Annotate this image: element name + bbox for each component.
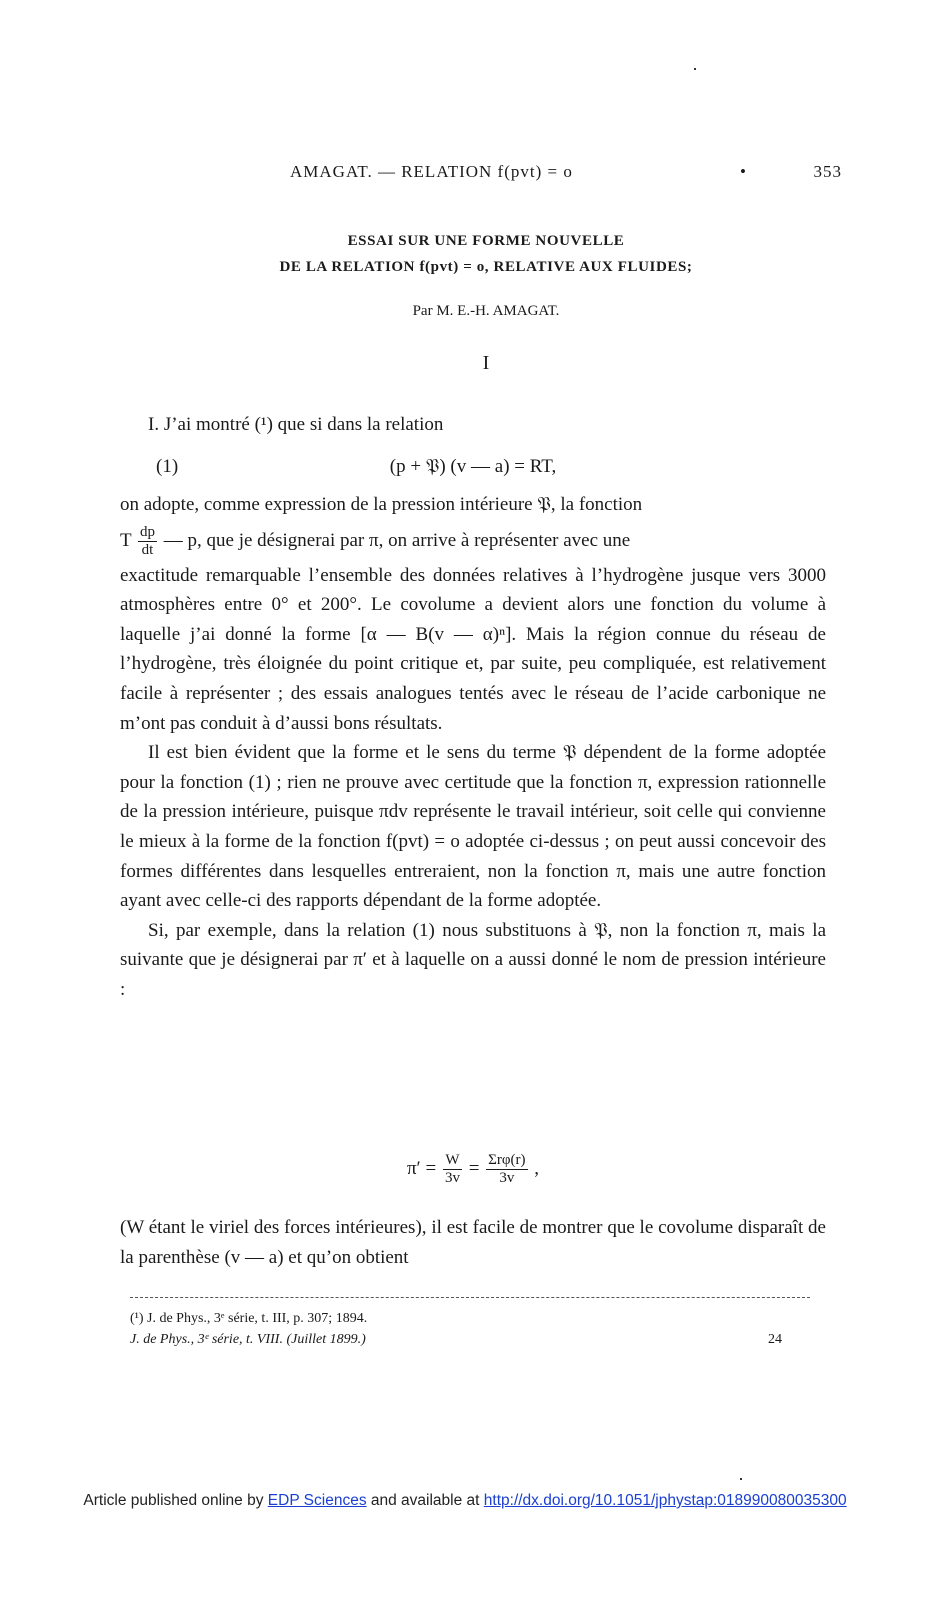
journal-citation [130,1332,782,1348]
paragraph-1-body [120,490,826,1005]
article-title-line-2: DE LA RELATION f(pvt) = o, RELATIVE AUX FLUIDES; [279,259,693,275]
paragraph-4-text: (W étant le viriel des forces intérieures), il est facile de montrer que le covolume disparaît de la parenthèse (v — a) et qu’on obtient [120,1217,826,1268]
equation-2-fraction-2 [486,1152,527,1187]
equation-1-expression: (p + 𝔓) (v — a) = RT, [389,456,557,477]
equation-2-lhs: π′ = [406,1157,437,1179]
sheet-number: 24 [768,1332,782,1347]
equation-2-end: , [534,1157,540,1179]
equation-2-fraction-1 [443,1152,462,1187]
paragraph-1-line-a: on adopte, comme expression de la pression intérieure 𝔓, la fonction [120,494,643,515]
footnote-divider [130,1297,810,1298]
paragraph-2: Il est bien évident que la forme et le sens du terme 𝔓 dépendent de la forme adoptée pour la fonction (1) ; rien ne prouve avec certitude que la fonction π, expression rationnelle de la pression intérieure, puisque πdv représente le travail intérieur, soit celle qui convienne le mieux à la forme de la fonction f(pvt) = o adoptée ci-dessus ; on peut aussi concevoir des formes différentes dans lesquelles entreraient, non la fonction π, mais une autre fonction ayant avec celle-ci des rapports dépendant de la forme adoptée. [120,742,826,912]
footnote: (¹) J. de Phys., 3ᵉ série, t. III, p. 307; 1894. [130,1311,368,1326]
publisher-link[interactable]: EDP Sciences [267,1492,367,1509]
scan-speck [740,1478,742,1480]
publication-footer [0,1492,930,1510]
article-author: Par M. E.-H. AMAGAT. [412,303,560,319]
equation-2 [120,1152,826,1206]
temperature-symbol: T [120,529,132,551]
journal-citation-text: J. de Phys., 3ᵉ série, t. VIII. (Juillet 1899.) [130,1332,366,1347]
fraction-2-numerator: Σrφ(r) [488,1152,526,1168]
equation-2-equals: = [468,1157,480,1179]
paragraph-1-intro [120,410,826,440]
paragraph-1-line-b [120,524,826,559]
paragraph-3: Si, par exemple, dans la relation (1) nous substituons à 𝔓, non la fonction π, mais la suivante que je désignerai par π′ et à laquelle on a aussi donné le nom de pression intérieure : [120,919,826,1000]
equation-1 [120,456,826,486]
fraction-2-denominator: 3v [499,1170,515,1186]
paragraph-4 [120,1213,826,1272]
doi-link[interactable]: http://dx.doi.org/10.1051/jphystap:018990080035300 [483,1492,847,1509]
footer-middle: and available at [366,1492,484,1509]
running-header [130,162,842,188]
section-number: I [482,352,490,374]
footer-prefix: Article published online by [83,1492,268,1509]
running-title: AMAGAT. — RELATION f(pvt) = o [290,162,573,181]
derivative-denominator: dt [141,541,154,558]
equation-1-number: (1) [156,456,179,477]
article-title-line-1: ESSAI SUR UNE FORME NOUVELLE [347,233,625,249]
derivative-numerator: dp [140,523,156,540]
paragraph-1-line-b-text: — p, que je désignerai par π, on arrive à représenter avec une [163,529,631,551]
fraction-1-denominator: 3v [444,1170,460,1186]
fraction-1-numerator: W [443,1152,462,1170]
header-bullet: • [740,162,747,181]
paragraph-1-intro-text: I. J’ai montré (¹) que si dans la relation [148,414,444,435]
scan-speck [694,68,696,70]
paragraph-1-rest: exactitude remarquable l’ensemble des données relatives à l’hydrogène jusque vers 3000 atmosphères entre 0° et 200°. Le covolume a devient alors une fonction du volume à laquelle j’ai donné la forme [α — B(v — α)ⁿ]. Mais la région connue du réseau de l’hydrogène, très éloignée du point critique et, par suite, peu compliquée, est relativement facile à représenter ; des essais analogues tentés avec le réseau de l’acide carbonique ne m’ont pas conduit à d’aussi bons résultats. [120,564,826,734]
derivative-fraction [138,524,157,559]
page-number: 353 [813,162,842,181]
